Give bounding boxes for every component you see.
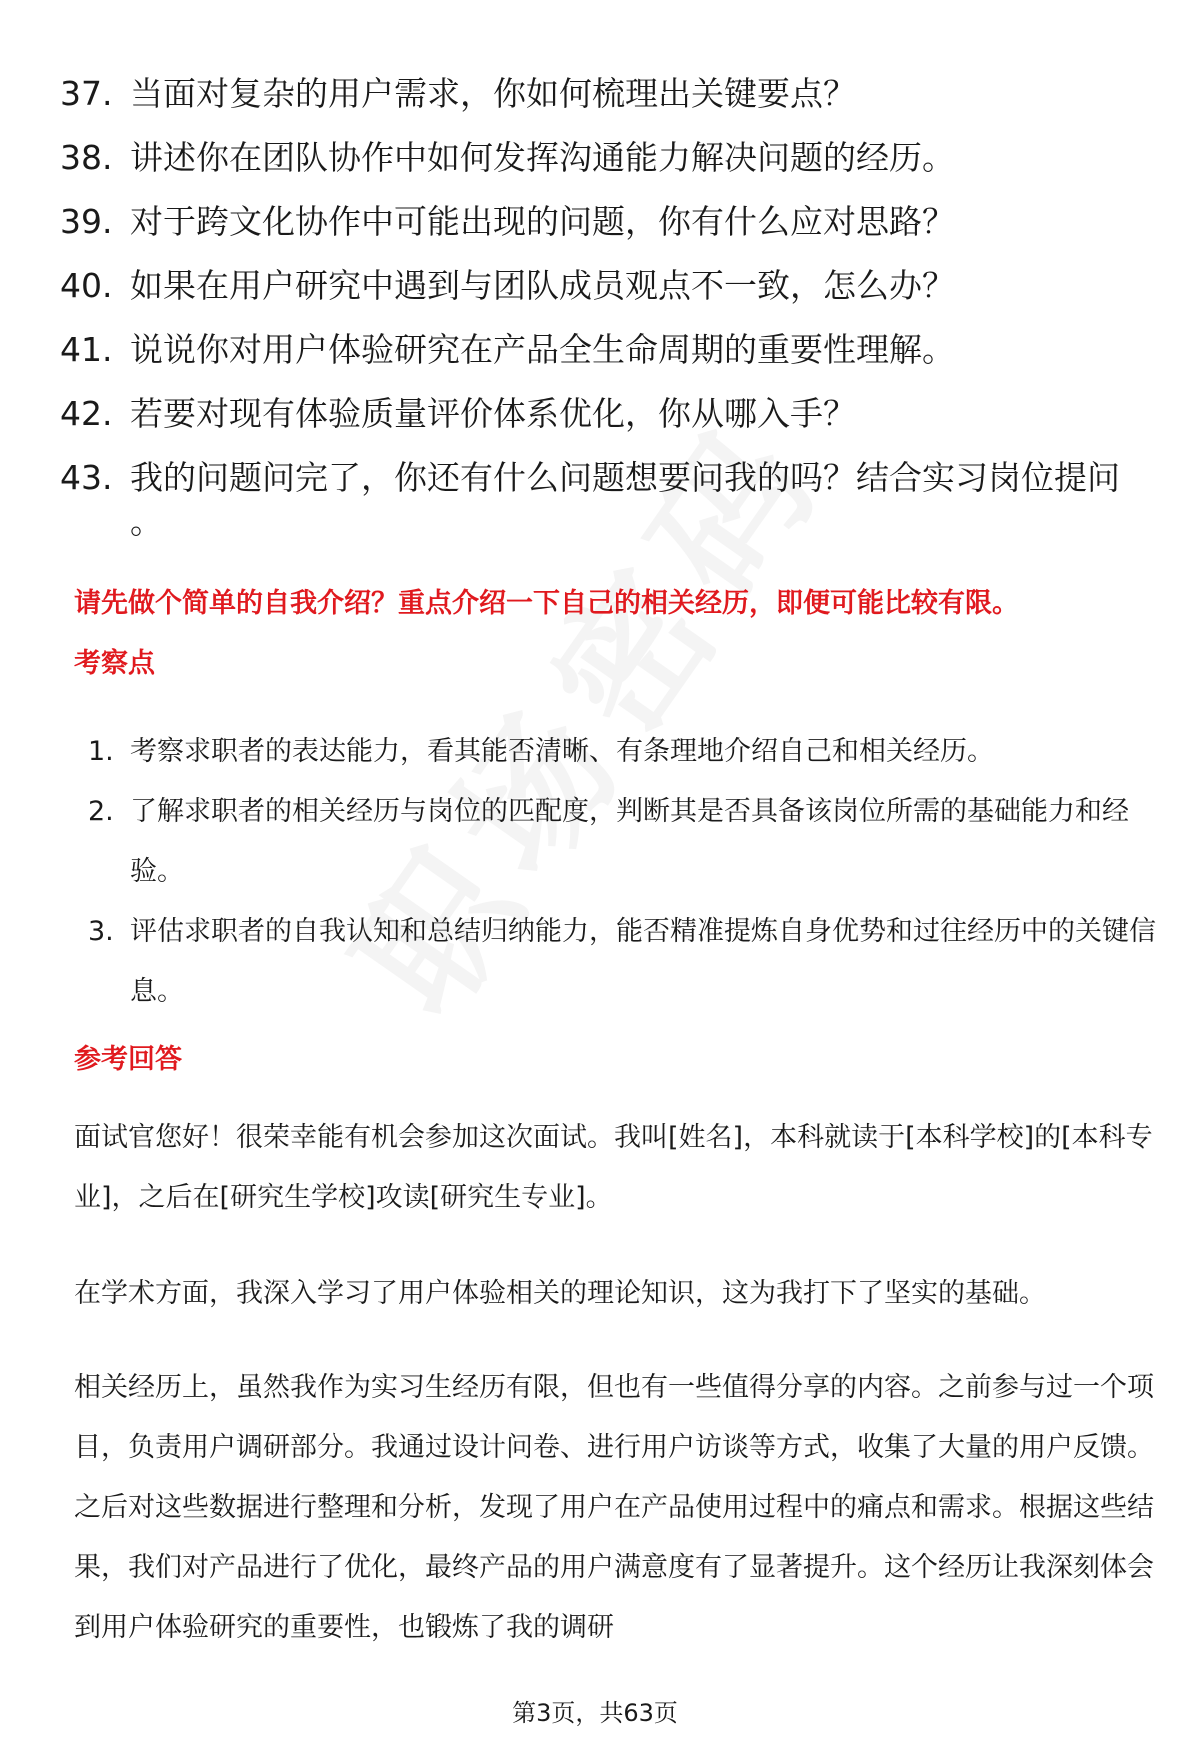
question-item	[60, 72, 1150, 116]
question-item	[60, 264, 1150, 308]
kaocha-point	[88, 782, 1158, 902]
kaocha-heading: 考察点	[74, 648, 155, 679]
question-text: 如果在用户研究中遇到与团队成员观点不一致，怎么办？	[130, 266, 955, 305]
question-number: 41.	[60, 330, 113, 369]
section-question-heading: 请先做个简单的自我介绍？重点介绍一下自己的相关经历，即便可能比较有限。	[74, 588, 1019, 619]
question-number: 43.	[60, 458, 113, 497]
point-text: 评估求职者的自我认知和总结归纳能力，能否精准提炼自身优势和过往经历中的关键信息。	[130, 916, 1156, 1007]
question-number: 39.	[60, 202, 113, 241]
question-item	[60, 200, 1150, 244]
question-text: 若要对现有体验质量评价体系优化，你从哪入手？	[130, 394, 856, 433]
point-text: 考察求职者的表达能力，看其能否清晰、有条理地介绍自己和相关经历。	[130, 736, 994, 767]
question-item	[60, 328, 1150, 372]
kaocha-point	[88, 902, 1158, 1022]
answer-heading: 参考回答	[74, 1044, 182, 1075]
question-text: 说说你对用户体验研究在产品全生命周期的重要性理解。	[130, 330, 955, 369]
question-number: 37.	[60, 74, 113, 113]
question-item	[60, 392, 1150, 436]
point-number: 2.	[88, 796, 114, 827]
point-number: 1.	[88, 736, 114, 767]
kaocha-points-list	[88, 722, 1158, 1022]
question-item	[60, 136, 1150, 180]
question-text: 讲述你在团队协作中如何发挥沟通能力解决问题的经历。	[130, 138, 955, 177]
question-text: 当面对复杂的用户需求，你如何梳理出关键要点？	[130, 74, 856, 113]
kaocha-point	[88, 722, 1158, 782]
question-text: 我的问题问完了，你还有什么问题想要问我的吗？结合实习岗位提问 。	[130, 458, 1120, 541]
point-number: 3.	[88, 916, 114, 947]
page-number: 第3页，共63页	[512, 1699, 678, 1727]
question-number: 40.	[60, 266, 113, 305]
answer-paragraph: 在学术方面，我深入学习了用户体验相关的理论知识，这为我打下了坚实的基础。	[74, 1278, 1046, 1309]
question-text: 对于跨文化协作中可能出现的问题，你有什么应对思路？	[130, 202, 955, 241]
answer-paragraph: 面试官您好！很荣幸能有机会参加这次面试。我叫[姓名]，本科就读于[本科学校]的[本科专业]，之后在[研究生学校]攻读[研究生专业]。	[74, 1122, 1153, 1213]
question-number: 38.	[60, 138, 113, 177]
answer-paragraph: 相关经历上，虽然我作为实习生经历有限，但也有一些值得分享的内容。之前参与过一个项目，负责用户调研部分。我通过设计问卷、进行用户访谈等方式，收集了大量的用户反馈。之后对这些数据进行整理和分析，发现了用户在产品使用过程中的痛点和需求。根据这些结果，我们对产品进行了优化，最终产品的用户满意度有了显著提升。这个经历让我深刻体会到用户体验研究的重要性，也锻炼了我的调研	[74, 1372, 1154, 1643]
question-list	[60, 72, 1150, 564]
question-item	[60, 456, 1150, 544]
point-text: 了解求职者的相关经历与岗位的匹配度，判断其是否具备该岗位所需的基础能力和经验。	[130, 796, 1129, 887]
question-number: 42.	[60, 394, 113, 433]
